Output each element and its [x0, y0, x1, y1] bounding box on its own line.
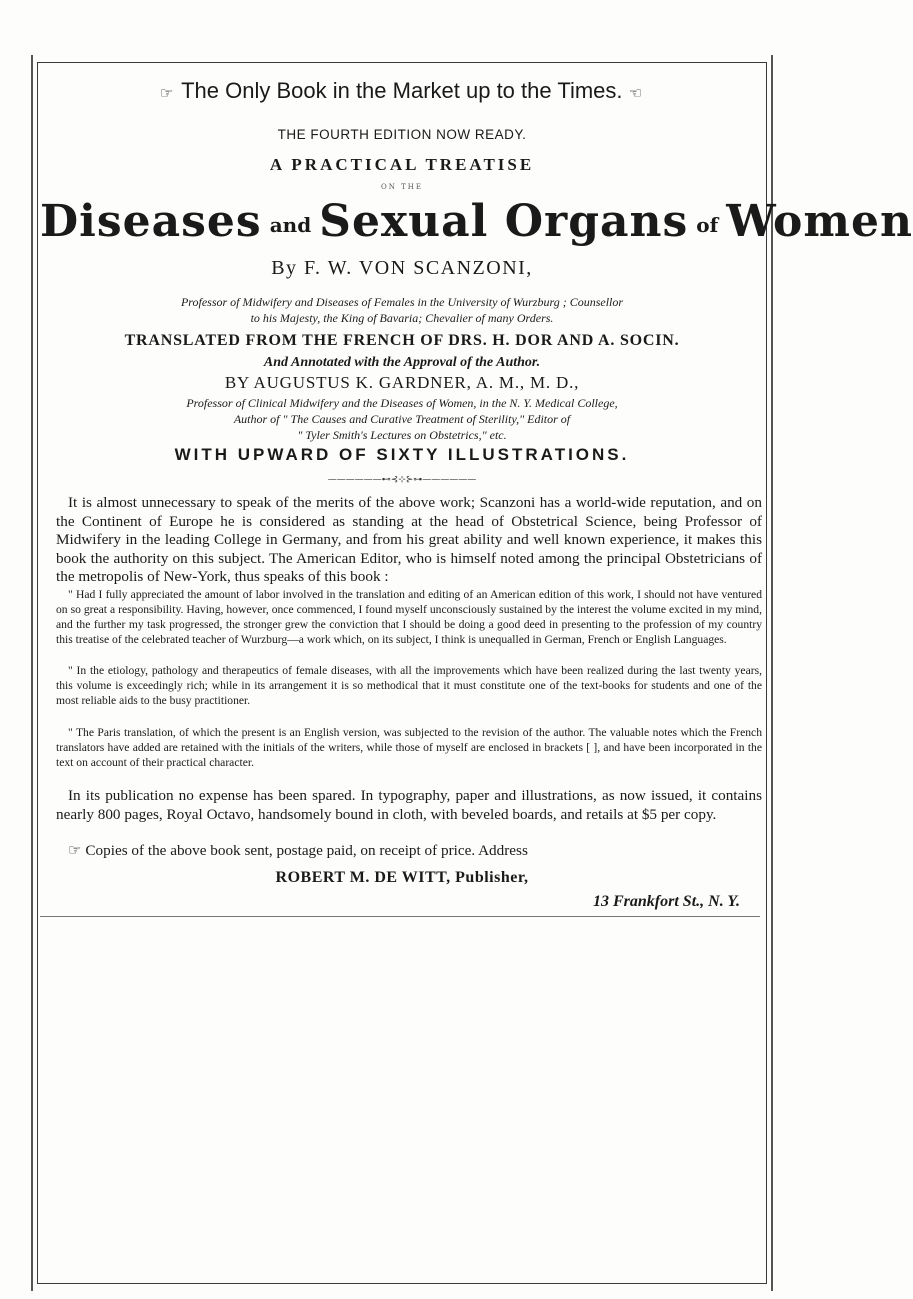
on-the-label: ON THE: [381, 183, 423, 191]
editor-credentials-line-3: " Tyler Smith's Lectures on Obstetrics," etc.: [297, 428, 507, 442]
ornament-divider: ——————⊷⊰⊹⊱⊶——————: [327, 475, 477, 485]
headline: [40, 78, 764, 104]
annotated-line: And Annotated with the Approval of the Author.: [263, 355, 541, 370]
title-and: and: [269, 212, 312, 237]
title-of: of: [696, 212, 719, 237]
pointing-hand-icon: ☞: [159, 85, 174, 102]
editor-quote-1: " Had I fully appreciated the amount of labor involved in the translation and editing of an American edition of this work, I should not have ventured on so great a responsibility. Having, however, once commenced, I found myself unconsciously sustained by the interest the volume excited in my mind, and the further my task progressed, the stronger grew the conviction that I should be doing a good deed in presenting to the profession of my country this treatise of the celebrated teacher of Wurzburg—a work which, on its subject, I think is unequalled in German, French or English Languages.: [56, 588, 762, 646]
book-title: [40, 196, 913, 247]
editor-line: BY AUGUSTUS K. GARDNER, A. M., M. D.,: [224, 373, 580, 392]
translated-from: TRANSLATED FROM THE FRENCH OF DRS. H. DOR AND A. SOCIN.: [124, 332, 680, 349]
editor-quote-2: " In the etiology, pathology and therapeutics of female diseases, with all the improvements which have been realized during the last twenty years, this volume is exceedingly rich; while in its arrangement it is so methodical that it must constitute one of the text-books for students and one of the most reliable aids to the busy practitioner.: [56, 664, 762, 707]
headline-text: The Only Book in the Market up to the Times.: [181, 78, 623, 103]
order-text: Copies of the above book sent, postage paid, on receipt of price. Address: [85, 842, 528, 859]
intro-paragraph: It is almost unnecessary to speak of the merits of the above work; Scanzoni has a world-wide reputation, and on the Continent of Europe he is considered as standing at the head of Obstetrical Science, being Professor of Midwifery in the leading College in Germany, and from his great ability and well known experience, it makes this book the authority on this subject. The American Editor, who is himself noted among the principal Obstetricians of the metropolis of New-York, thus speaks of this book :: [56, 494, 762, 585]
author-credentials-line-1: Professor of Midwifery and Diseases of Females in the University of Wurzburg ; Counsellor: [180, 295, 624, 309]
bottom-rule: [40, 916, 760, 917]
pointing-hand-left-icon: ☜: [628, 85, 643, 102]
practical-treatise: A PRACTICAL TREATISE: [269, 155, 535, 174]
publisher-name: ROBERT M. DE WITT, Publisher,: [275, 869, 529, 886]
title-women: Women: [726, 196, 913, 247]
title-diseases: Diseases: [40, 196, 262, 247]
author-line: By F. W. VON SCANZONI,: [271, 257, 533, 279]
editor-credentials-line-1: Professor of Clinical Midwifery and the Diseases of Women, in the N. Y. Medical College,: [186, 396, 618, 410]
editor-credentials-line-2: Author of " The Causes and Curative Treatment of Sterility," Editor of: [233, 412, 571, 426]
publication-paragraph: In its publication no expense has been spared. In typography, paper and illustrations, as now issued, it contains nearly 800 pages, Royal Octavo, handsomely bound in cloth, with beveled boards, and retails at $5 per copy.: [56, 787, 762, 823]
pointing-hand-icon-2: ☞: [68, 842, 82, 859]
title-sexual-organs: Sexual Organs: [319, 196, 689, 247]
order-paragraph: [56, 842, 762, 861]
editor-quote-3: " The Paris translation, of which the present is an English version, was subjected to the revision of the author. The valuable notes which the French translators have added are retained with the initials of the writers, while those of myself are enclosed in brackets [ ], and have been incorporated in the text on account of their practical character.: [56, 726, 762, 769]
illustrations-notice: WITH UPWARD OF SIXTY ILLUSTRATIONS.: [174, 445, 630, 464]
publisher-address: 13 Frankfort St., N. Y.: [593, 893, 740, 910]
author-credentials-line-2: to his Majesty, the King of Bavaria; Chevalier of many Orders.: [250, 311, 554, 325]
edition-notice: THE FOURTH EDITION NOW READY.: [277, 127, 527, 142]
